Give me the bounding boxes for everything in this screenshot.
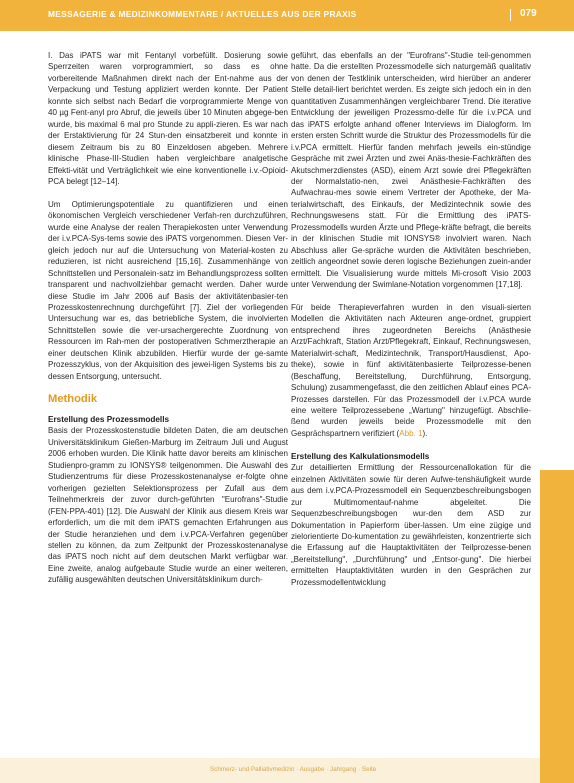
paragraph: Zur detaillierten Ermittlung der Ressourcenallokation für die einzelnen Aktivitäten sowie für deren Aufwe-tenshäufigkeit wurde aus dem i.v.PCA-Prozessmodell ein Sequenzbeschreibungsbogen zur Multimomentauf-nahme abgeleitet. Die Sequenzbeschreibungsbogen wur-den dem ASD zur Dokumentation in Papierform über-lassen. Um eine zügige und zielorientierte Do-kumentation zu gewährleisten, konzentrierte sich die Erfassung auf die Hauptaktivitäten der Teilprozesse-benen „Bereitstellung", „Durchführung" und „Entsor-gung". Die hierbei ermittelten Hauptaktivitäten wurden in den Gesprächen zur Prozessmodellentwicklung	[291, 463, 531, 587]
paragraph: Um Optimierungspotentiale zu quantifizieren und einen ökonomischen Vergleich verschiedener Verfah-ren durchzuführen, wurde eine Analyse der realen Therapiekosten unter Verwendung der i.v.PCA-Sys-tems sowie des iPATS vorgenommen. Diesen Ver-gleich jedoch nur auf die Untersuchung von Material-kosten zu reduzieren, ist nicht ausreichend [15,16]. Zusammenhänge von Schnittstellen und Personalein-satz im Behandlungsprozess sollten transparent und nachvollziehbar gemacht werden. Daher wurde diese Studie im Jahr 2006 auf Basis der aktivitätenbasier-ten Prozesskostenrechnung durchgeführt [7]. Ziel der vorliegenden Untersuchung war es, das betriebliche System, die involvierten Schnittstellen sowie die ver-ursachergerechte Zuordnung von Ressourcen im Rah-men der postoperativen Schmerztherapie an einer deutschen Klinik abzubilden. Hierfür wurde der ge-samte Prozesszyklus, von der Akquisition des jewei-ligen Systems bis zu dessen Entsorgung, untersucht.	[48, 199, 288, 381]
header-title: MESSAGERIE & MEDIZINKOMMENTARE / AKTUELLES AUS DER PRAXIS	[48, 9, 357, 19]
paragraph-text: ).	[422, 428, 428, 438]
left-column	[48, 50, 288, 586]
paragraph	[291, 302, 531, 439]
figure-reference-link[interactable]: Abb. 1	[399, 428, 423, 438]
paragraph: Basis der Prozesskostenstudie bildeten Daten, die am deutschen Universitätsklinikum Gießen-Marburg im Zeitraum Juli und August 2006 erhoben wurden. Die Klinik hatte davor bereits am klinischen Studienpro-gramm zu IONSYS® teilgenommen. Die Auswahl des Studienzentrums für diese Prozesskostenanalyse er-folgte ohne vorherigen gezielten Selektionsprozess per Zufall aus dem Teilnehmerkreis der zuvor durch-geführten "Eurofrans"-Studie (FEN-PPA-401) [12]. Die Auswahl der Klinik aus diesem Kreis war erforderlich, um die mit dem iPATS gemachten Erfahrungen aus der Studie heranziehen und dem i.v.PCA-Verfahren gegenüber stellen zu können, da zum Zeitpunkt der Prozesskostenanalyse das iPATS noch nicht auf dem deutschen Markt verfügbar war. Eine zweite, analog aufgebaute Studie wurde an einer weiteren, zufällig ausgewählten deutschen Universitätsklinikum durch-	[48, 426, 288, 585]
section-heading-methodik: Methodik	[48, 392, 98, 405]
paragraph: geführt, das ebenfalls an der "Eurofrans"-Studie teil-genommen hatte. Da die erstellten Prozessmodelle sich naturgemäß qualitativ von denen der Testklinik unterscheiden, wird hierüber an anderer Stelle detail-liert berichtet werden. Es zeigte sich jedoch ein in den quantitativen Zusammenhängen vergleichbarer Trend. Die iterative Entwicklung der jeweiligen Prozessmo-delle für die i.v.PCA und das iPATS erfolgte anhand offener Interviews im Dialogform. Im ersten ersten Schritt wurde die Struktur des Prozessmodells für die i.v.PCA ermittelt. Hierfür fanden mehrfach jeweils ein-stündige Gespräche mit zwei Ärzten und zwei Anäs-thesie-Fachkräften des Akutschmerzdienstes (ASD), einem Arzt sowie drei Pflegekräften der Normalstatio-nen, zwei Anästhesie-Fachkräften des Aufwachrau-mes sowie einem Vertreter der Apotheke, der Ma-terialwirtschaft, des Einkaufs, der Medizintechnik sowie des Rechnungswesens statt. Für die Ermittlung des iPATS-Prozessmodells wurden Ärzte und Pflege-kräfte befragt, die bereits in der klinischen Studie mit IONSYS® involviert waren. Nach Abschluss aller Ge-spräche wurden die Aktivitäten beschrieben, zeitlich angeordnet sowie deren logische Beziehungen zuein-ander ermittelt. Die Visualisierung wurde mittels Mi-crosoft Visio 2003 unter Verwendung der Swimlane-Notation vorgenommen [17,18].	[291, 51, 531, 290]
page-footer	[0, 758, 574, 783]
subsection-heading: Erstellung des Kalkulationsmodells	[291, 451, 430, 461]
subsection-heading: Erstellung des Prozessmodells	[48, 415, 170, 425]
page-number: 079	[520, 8, 537, 19]
footer-text: Schmerz- und Palliativmedizin · Ausgabe · Jahrgang · Seite	[210, 766, 377, 773]
paragraph-text: Für beide Therapieverfahren wurden in den visuali-sierten Modellen die Aktivitäten nach Akteuren ange-ordnet, gruppiert entsprechend ihres zugeordneten Bereichs (Anästhesie Arzt/Fachkraft, Station Arzt/Pflegekraft, Einkauf, Rechnungswesen, Materialwirt-schaft, Medizintechnik, Transport/Hausdienst, Apo-theke), sowie in fünf aktivitätenbasierte Teilprozesse-benen (Beschaffung, Bereitstellung, Durchführung, Entsorgung, Schulung) zusammengefasst, die den zeitlichen Ablauf eines PCA-Prozesses darstellen. Für das Prozessmodell der i.v.PCA wurde eine weitere Teilprozessebene „Wartung" hinzugefügt. Abschlie-ßend wurden jeweils beide Prozessmodelle mit den Gesprächspartnern verifiziert (	[291, 302, 531, 438]
right-column	[291, 50, 531, 588]
page-header	[0, 0, 574, 31]
side-tab-marker	[540, 470, 574, 783]
header-divider	[510, 9, 511, 21]
paragraph: I. Das iPATS war mit Fentanyl vorbefüllt. Dosierung sowie Sperrzeiten waren vorprogrammiert, so dass es ohne vorbereitende Maßnahmen direkt nach der Ent-nahme aus der Verpackung und Testung appliziert werden konnte. Der Patient konnte sich selbst nach Bedarf die vorprogrammierte Menge von 40 µg Fent-anyl pro Abruf, die jeweils über 10 Minuten abgege-ben wurde, bis maximal 6 mal pro Stunde zu appli-zieren. Es war nach der Erstaktivierung für 24 Stun-den einsatzbereit und konnte in diesem Zeitraum bis zu 80 Einzeldosen abgeben. Mehrere klinische Phase-III-Studien haben vergleichbare analgetische Effekti-vität und Verträglichkeit wie eine konventionelle i.v.-Opioid-PCA belegt [12–14].	[48, 51, 288, 186]
